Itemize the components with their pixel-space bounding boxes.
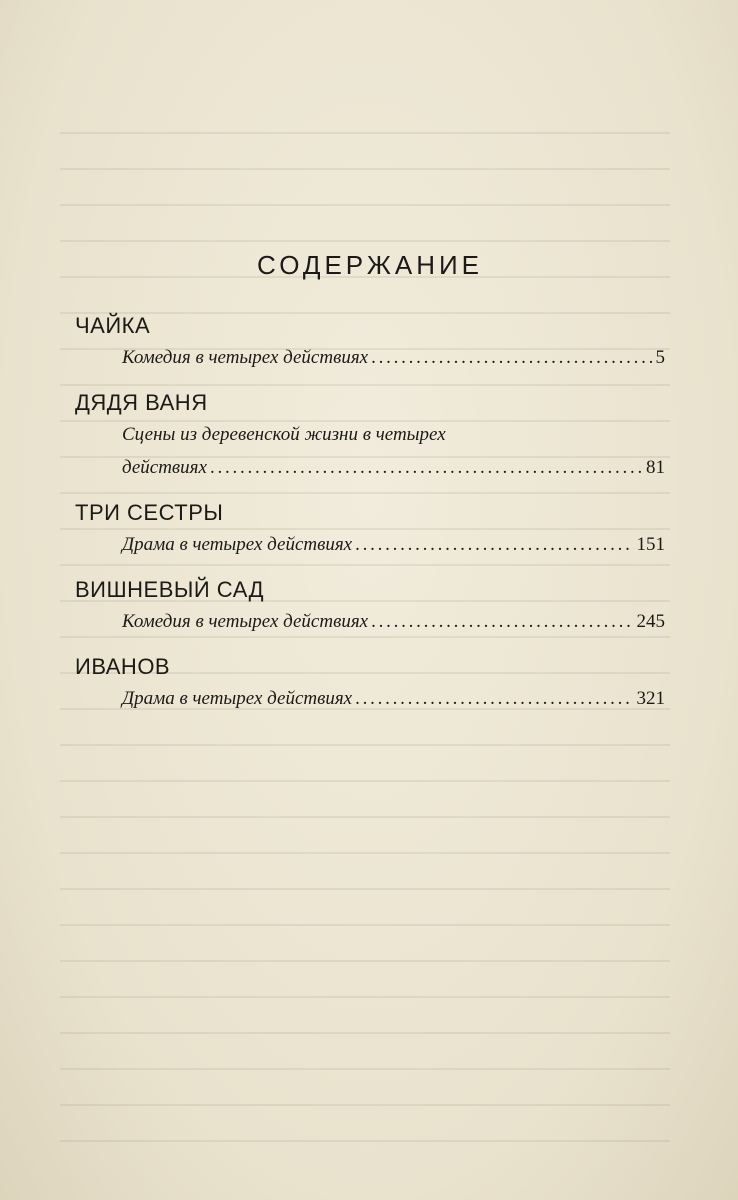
page-number: 5 <box>655 347 665 368</box>
page-number: 151 <box>636 534 665 555</box>
subtitle-line <box>75 341 665 374</box>
subtitle-line <box>75 528 665 561</box>
page-number: 245 <box>636 611 665 632</box>
work-title: ЧАЙКА <box>75 313 151 338</box>
work-subtitle: Драма в четырех действиях <box>122 688 353 709</box>
toc-entry-dyadya-vanya <box>75 388 665 484</box>
toc-entry-vishnevyy-sad <box>75 575 665 638</box>
subtitle-line <box>75 682 665 715</box>
subtitle-line <box>75 605 665 638</box>
work-title: ИВАНОВ <box>75 654 171 679</box>
toc-heading: СОДЕРЖАНИЕ <box>256 250 483 280</box>
dot-leader <box>210 451 643 484</box>
subtitle-line <box>75 451 665 484</box>
toc-entry-chaika <box>75 311 665 374</box>
dot-leader <box>371 605 633 638</box>
work-subtitle-line1: Сцены из деревенской жизни в четырех <box>122 424 446 445</box>
work-title: ДЯДЯ ВАНЯ <box>75 390 208 415</box>
work-subtitle: Комедия в четырех действиях <box>122 611 369 632</box>
work-subtitle: Комедия в четырех действиях <box>122 347 369 368</box>
toc-entry-ivanov <box>75 652 665 715</box>
dot-leader <box>355 682 633 715</box>
dot-leader <box>371 341 652 374</box>
work-subtitle: Драма в четырех действиях <box>122 534 353 555</box>
page-number: 81 <box>646 457 665 478</box>
work-title: ВИШНЕВЫЙ САД <box>75 577 264 602</box>
page-number: 321 <box>636 688 665 709</box>
work-title: ТРИ СЕСТРЫ <box>75 500 224 525</box>
table-of-contents <box>75 250 665 729</box>
toc-entry-tri-sestry <box>75 498 665 561</box>
dot-leader <box>355 528 633 561</box>
work-subtitle-line2: действиях <box>122 457 207 478</box>
